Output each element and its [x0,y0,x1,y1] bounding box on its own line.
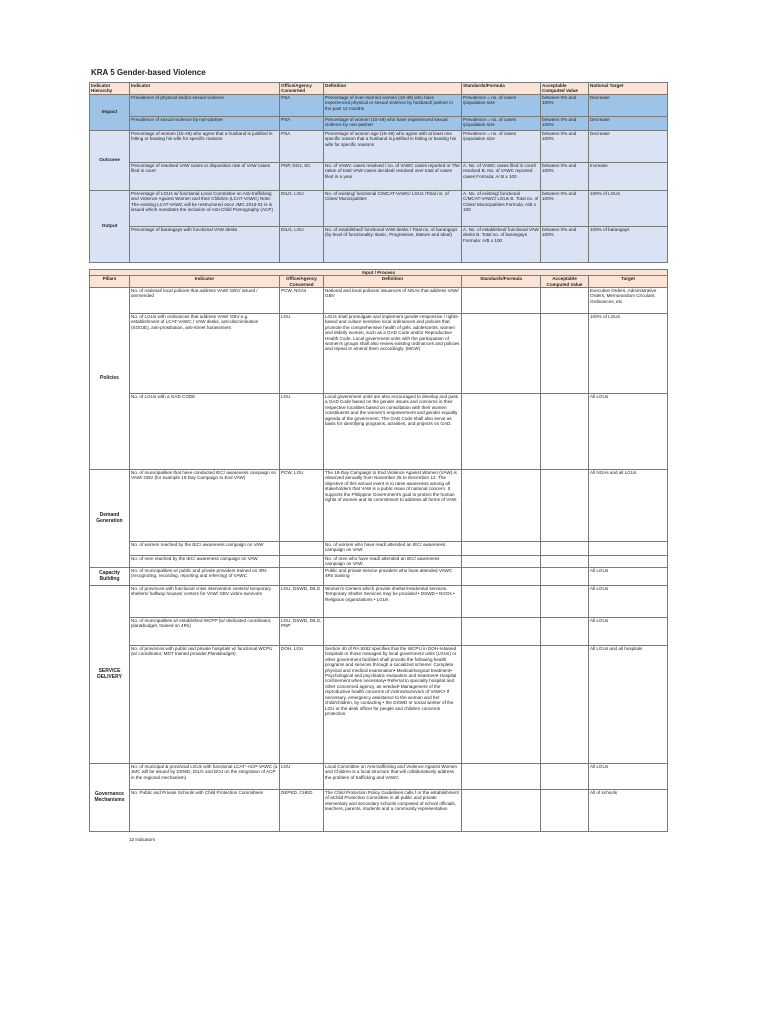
formula-cell [462,542,541,556]
office-cell: PSA [280,116,324,130]
table-row [90,764,668,790]
definition-cell: Percentage of women age (15-49) who agree with at least one specific reason that a husband is justified in hitting or beating his wife for specific reasons [324,130,462,162]
office-cell [280,556,324,568]
acceptable-value-cell: between 0% and 100% [541,130,589,162]
acceptable-value-cell [541,394,589,470]
header-formula: Standards/Formula [462,83,541,95]
indicator-cell: No. of provinces with public and private hospitals w/ functional WCPU (w/ coordinator, MDT trained provider,Plan&budget) [130,646,280,764]
definition-cell: No. of men who have read/ attended an IEC/ awareness campaign on VAW [324,556,462,568]
table-row [90,314,668,394]
section-title: Input / Process [90,269,668,275]
formula-cell [462,394,541,470]
definition-cell [324,618,462,646]
target-cell [589,556,668,568]
office-cell [280,568,324,586]
target-cell: Executive Orders, Administrative Orders, Memorandum Circulars, Ordinances, etc. [589,288,668,314]
definition-cell: Percentage of ever-married women (15-49) who have experienced physical or sexual violence by husband/ partner in the past 12 months [324,94,462,116]
acceptable-value-cell: between 0% and 100% [541,116,589,130]
pillar-cell: Demand Generation [90,470,130,568]
formula-cell [462,568,541,586]
office-cell: PSA [280,94,324,116]
header-office: Office/Agency Concerned [280,83,324,95]
indicator-cell: Percentage of women (15-49) who agree that a husband is justified in hitting or beating his wife for specific reasons [130,130,280,162]
header-indicator: Indicator [130,276,280,288]
formula-cell: Prevalence = no. of cases /population size [462,116,541,130]
header-office: Office/Agency Concerned [280,276,324,288]
hierarchy-cell: Output [90,190,130,262]
pillar-cell: Capacity Building [90,568,130,586]
office-cell: LGU, DSWD, DILG [280,586,324,618]
acceptable-value-cell [541,288,589,314]
acceptable-value-cell [541,314,589,394]
target-cell: All LGUs [589,394,668,470]
definition-cell: The 18-Day Campaign to End Violence Against Women (VAW) is observed annually from November 25 to December 12. The objective of this annual event is to raise awareness among all stakeholders that VAW is a public issue of national concern. It supports the Philippine Government's goal to protect the human rights of women and its commitment to address all forms of VAW. [324,470,462,542]
office-cell [280,542,324,556]
formula-cell [462,470,541,542]
indicator-cell: No. of national/ local policies that address VAW/ GBV/ issued / ammended [130,288,280,314]
formula-cell: A. No. of established/ functional VAW desks B. Total no. of barangays Formula: A/B x 100 [462,226,541,262]
target-cell: All NGAs and all LGUs [589,470,668,542]
header-target: Target [589,276,668,288]
target-cell: 100% of LGUs [589,314,668,394]
formula-cell [462,764,541,790]
definition-cell: Local Committee on Anti-trafficking and Violence Against Women and Children is a local structure that will collaboratively address the problem of trafficking and VAWC [324,764,462,790]
office-cell: PCW, LGU [280,470,324,542]
definition-cell: Public and private service providers who have attended VAWC 4Rs training [324,568,462,586]
formula-cell: A. No. of existing/ functional C/MCAT-VAWC/ LGUs B. Total no. of Cities/ Municipalities Formula: A/B x 100 [462,190,541,226]
indicator-cell: No. of LGUs with a GAD CODE [130,394,280,470]
results-table [89,82,668,263]
target-cell: Increase [589,162,668,190]
header-pillars: Pillars [90,276,130,288]
indicator-cell: No. of men reached by the IEC/ awareness campaign on VAW [130,556,280,568]
definition-cell: Women's Centers which provide shelter/residential services. Temporary Shelter Services may be provided • DSWD • NGOs • Religious organizations • LGUs [324,586,462,618]
formula-cell [462,790,541,832]
target-cell: All of schools [589,790,668,832]
table-row [90,470,668,542]
table-row [90,646,668,764]
input-table-header [90,276,668,288]
target-cell: Decrease [589,116,668,130]
target-cell: Decrease [589,130,668,162]
acceptable-value-cell [541,764,589,790]
indicator-cell: No. of women reached by the IEC/ awareness campaign on VAW [130,542,280,556]
table-row [90,94,668,116]
definition-cell: No. of existing/ functional C/MCAT-VAWC/ LGUs /Total no. of Cities/ Municipalities [324,190,462,226]
definition-cell: Percentage of women (15-49) who have experienced sexual violence by non-partner [324,116,462,130]
target-cell: All LGUs [589,568,668,586]
acceptable-value-cell [541,790,589,832]
definition-cell: Local government units are also encouraged to develop and pass a GAD Code based on the gender issues and concerns in their respective localities based on consultation with their women constituents and the women's empowerment and gender equality agenda of the government. The GAD Code shall also serve as basis for identifying programs, activities, and projects on GAD. [324,394,462,470]
header-acceptable-value: Acceptable Computed Value [541,83,589,95]
header-notional-target: Notional Target [589,83,668,95]
table-row [90,618,668,646]
target-cell: All LGUs [589,764,668,790]
table-row [90,190,668,226]
formula-cell: A. No. of VAWC cases filed in court/ resolved B. No. of VAWC reported cases Formula: A/ B x 100 [462,162,541,190]
acceptable-value-cell [541,618,589,646]
acceptable-value-cell [541,586,589,618]
definition-cell: No. of VAWC cases resolved / no. of VAWC cases reported or The ration of total VAW cases decided/ resolved over total of cases filed in a year [324,162,462,190]
office-cell: LGU [280,394,324,470]
definition-cell: No. of women who have read/ attended an IEC/ awareness campaign on VAW [324,542,462,556]
table-row [90,790,668,832]
target-cell: All LGUs and all hospitals [589,646,668,764]
table-row [90,556,668,568]
indicator-cell: No. of provinces with functional crisis intervention centers/ temporary shelters/ halfway houses/ centers for VAW/ GBV victim-survivors [130,586,280,618]
header-definition: Definition [324,276,462,288]
definition-cell: No. of established/ functional VAW desks / Total no. of barangays (by level of functionality: Basic, Progressive, Mature and Ideal) [324,226,462,262]
indicator-cell: No. of municipal & provincial LGUs with functional LCAT--ACP-VAWC (a JMC will be issued by DSWD, DILG and DOJ on the integration of ACP in the regional mechanism) [130,764,280,790]
indicator-cell: Percentage of resolved VAW cases or disposition rate of VAW cases filed in court [130,162,280,190]
indicator-cell: No. of municipalities w/ public and private providers trained on 4Rs (recognizing, recording, reporting and referring) of VAWC [130,568,280,586]
office-cell: PNP, DOJ, SC [280,162,324,190]
table-row [90,586,668,618]
target-cell: 100% of barangays [589,226,668,262]
pillar-cell: Policies [90,288,130,470]
formula-cell: Prevalence = no. of cases /population size [462,94,541,116]
indicator-count-note: 12 indicators [129,837,156,843]
target-cell [589,542,668,556]
table-row [90,162,668,190]
acceptable-value-cell [541,556,589,568]
definition-cell: National and local policies/ issuances of NGAs that address VAW/ GBV [324,288,462,314]
indicator-cell: Percentage of barangays with functional VAW desks [130,226,280,262]
office-cell: DILG, LGU [280,190,324,226]
hierarchy-cell: Impact [90,94,130,130]
formula-cell [462,586,541,618]
office-cell: PCW, NGAs [280,288,324,314]
pillar-cell: Governance Mechanisms [90,764,130,832]
formula-cell [462,288,541,314]
table-row [90,394,668,470]
header-definition: Definition [324,83,462,95]
header-indicator-hierarchy: Indicator Hierarchy [90,83,130,95]
table-row [90,130,668,162]
table-row [90,116,668,130]
formula-cell [462,314,541,394]
header-indicator: Indicator [130,83,280,95]
table-row [90,288,668,314]
table-row [90,568,668,586]
formula-cell [462,618,541,646]
target-cell: All LGUs [589,586,668,618]
indicator-cell: Prevalence of sexual violence by non-partner [130,116,280,130]
office-cell: DEPED, CHED [280,790,324,832]
indicator-cell: Percentage of LGUs w/ functional Local Committee on Anti-trafficking and Violence Against Women and their Children (LCAT-VAWC) Note: The existing LCAT-VAWC will be restructured once JMC 2016-01 is is issued which mandates the inclusion of Anti-Child Pornography (ACP) [130,190,280,226]
office-cell: LGU [280,314,324,394]
acceptable-value-cell [541,568,589,586]
formula-cell: Prevalence = no. of cases /population size [462,130,541,162]
page-title: KRA 5 Gender-based Violence [91,68,206,77]
office-cell: LGU, DSWD, DILG, PNP [280,618,324,646]
indicator-cell: Prevalence of physical and/or sexual violence [130,94,280,116]
office-cell: DILG, LGU [280,226,324,262]
document-page [89,64,667,842]
definition-cell: Section 40 of RA 9262 specifies that the WCPU in DOH-retained hospitals or those managed by local government units (LGUs) or other government facilities shall provide the following health programs and services through a socialized scheme: Complete physical and medical examination• Medical/surgical treatment• Psychological and psychiatric evaluation and treatment• Hospital confinement when necessary• Referral to specialty hospital and other concerned agency, as needed• Management of the reproductive health concerns of victims/survivors of VAWC• If necessary, emergency assistance to the woman and her child/children, by contacting • the DSWD or social worker of the LGU or the desk officer for people and children concerns protection. [324,646,462,764]
table-row [90,542,668,556]
indicator-cell: No. Public and Private Schools with Child Protection Committees [130,790,280,832]
acceptable-value-cell: between 0% and 100% [541,226,589,262]
acceptable-value-cell: between 0% and 100% [541,190,589,226]
formula-cell [462,556,541,568]
target-cell: 100% of LGUs [589,190,668,226]
office-cell: LGU [280,764,324,790]
results-table-header [90,83,668,95]
indicator-cell: No. of municipalities that have conducted IEC/ awareness campaign on VAW/ GBV (for example 18 Day Campaign to End VAW) [130,470,280,542]
acceptable-value-cell [541,646,589,764]
acceptable-value-cell [541,542,589,556]
hierarchy-cell: Outcome [90,130,130,190]
office-cell: DOH, LGU [280,646,324,764]
formula-cell [462,646,541,764]
definition-cell: The Child Protection Policy Guidelines calls f or the establishment of aChild Protection Committee in all public and private elementary and secondary schools composed of school officials, teachers, parents, students and a community representative. [324,790,462,832]
header-acceptable-value: Acceptable Computed Value [541,276,589,288]
table-row [90,226,668,262]
acceptable-value-cell [541,470,589,542]
definition-cell: LGUs shall promulgate and implement gender-responsive / rights-based and culture sensitive local ordinances and policies that promote the comprehensive health of girls, adolescents, women and elderly women, such as a GAD Code and/or Reproductive Health Code. Local government units with the participation of women's groups shall also review existing ordinances and policies and repeal or amend them accordingly. (MCW) [324,314,462,394]
indicator-cell: No. of municipalities w/ established WCPP (w/ dedicated coordinator, plan&budget, trained on 4Rs) [130,618,280,646]
indicator-cell: No. of LGUs with ordinances that address VAW/ GBV e.g. establishment of LCAT-VAWC / VAW desks, anti-discrimination (SOGIE), anti-prostitution, anti-street harassment [130,314,280,394]
office-cell: PSA [280,130,324,162]
acceptable-value-cell: between 0% and 100% [541,94,589,116]
input-process-table [89,269,668,832]
target-cell: All LGUs [589,618,668,646]
acceptable-value-cell: between 0% and 100% [541,162,589,190]
header-formula: Standards/Formula [462,276,541,288]
pillar-cell: SERVICE DELIVERY [90,586,130,764]
target-cell: Decrease [589,94,668,116]
